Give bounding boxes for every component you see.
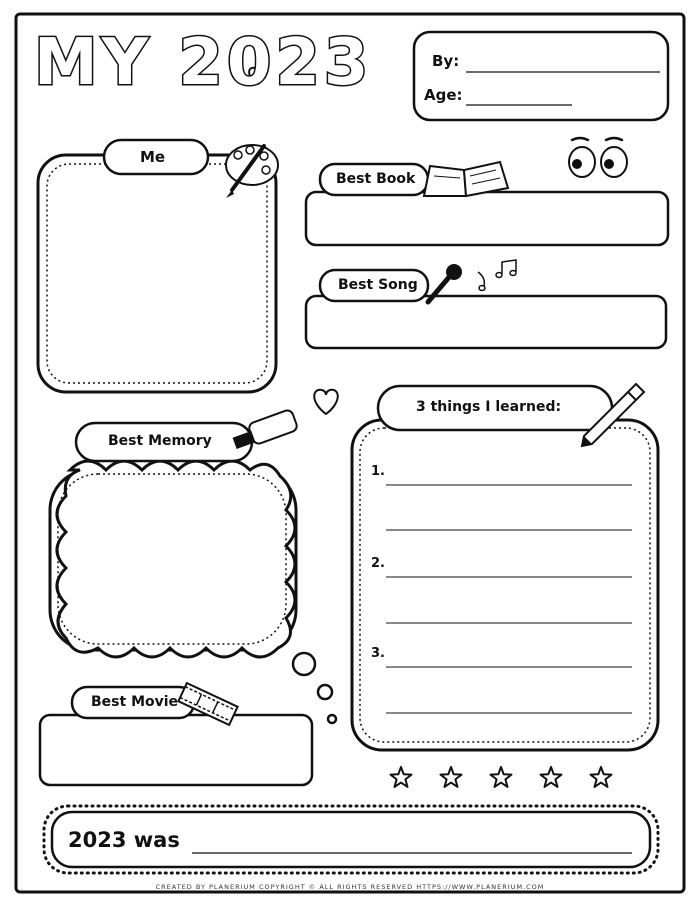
best-song-box bbox=[306, 296, 666, 348]
closing-label: 2023 was bbox=[68, 828, 180, 852]
best-movie-box bbox=[40, 715, 312, 785]
learned-label: 3 things I learned: bbox=[416, 399, 562, 415]
best-song-label: Best Song bbox=[338, 277, 418, 293]
star-icon bbox=[441, 767, 462, 787]
learned-frame-outer bbox=[352, 420, 658, 750]
footer-credit: CREATED BY PLANERIUM COPYRIGHT © ALL RIGHTS RESERVED HTTPS://WWW.PLANERIUM.COM bbox=[155, 883, 545, 891]
star-icon bbox=[541, 767, 562, 787]
by-label: By: bbox=[432, 52, 460, 70]
best-book-label: Best Book bbox=[336, 171, 416, 187]
memory-cloud-scallop bbox=[57, 461, 295, 657]
learned-item-3: 3. bbox=[371, 646, 385, 661]
me-frame-outer bbox=[38, 155, 276, 392]
thought-bubbles-icon bbox=[293, 653, 336, 723]
star-icon bbox=[391, 767, 412, 787]
open-book-icon bbox=[424, 162, 508, 196]
me-label: Me bbox=[140, 148, 166, 166]
star-icon bbox=[591, 767, 612, 787]
eyes-icon bbox=[569, 138, 627, 177]
age-label: Age: bbox=[424, 86, 463, 104]
info-box bbox=[414, 32, 668, 120]
best-memory-label: Best Memory bbox=[108, 433, 212, 449]
best-book-box bbox=[306, 192, 668, 245]
learned-item-2: 2. bbox=[371, 556, 385, 571]
stars-row bbox=[391, 767, 612, 787]
star-icon bbox=[491, 767, 512, 787]
page-title: MY 2023 bbox=[34, 26, 373, 100]
heart-icon bbox=[314, 390, 338, 414]
music-notes-icon bbox=[478, 260, 516, 291]
best-movie-label: Best Movie bbox=[91, 694, 179, 710]
learned-item-1: 1. bbox=[371, 464, 385, 479]
